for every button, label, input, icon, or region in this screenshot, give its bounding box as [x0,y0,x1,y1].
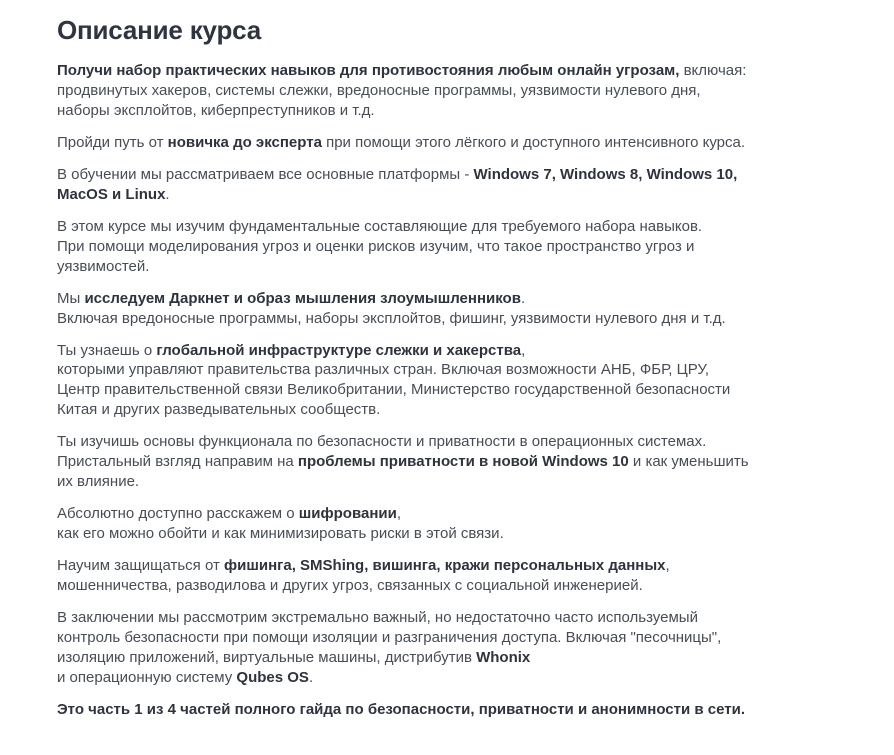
paragraph [57,700,837,720]
paragraph [57,341,837,421]
text-segment: как его можно обойти и как минимизировать риски в этой связи. [57,525,504,542]
text-segment: , [396,505,401,523]
text-segment: уязвимостей. [57,257,150,275]
paragraph [57,61,837,121]
paragraph [57,608,837,688]
text-segment: . [165,185,170,203]
text-segment: которыми управляют правительства различных стран. Включая возможности АНБ, ФБР, ЦРУ, [57,361,710,379]
bold-text-segment: Qubes OS [236,668,309,686]
text-segment: . [308,668,314,686]
bold-text-segment: Это часть 1 из 4 частей полного гайда по безопасности, приватности и анонимности в сети. [57,700,745,718]
paragraph [57,432,837,492]
text-segment: , [521,341,526,359]
bold-text-segment: новичка до эксперта [167,134,322,151]
text-segment: мошенничества, разводилова и других угроз, связанных с социальной инженерией. [57,576,643,594]
text-segment: Ты изучишь основы функционала по безопасности и приватности в операционных системах. [57,433,707,451]
text-segment: при помощи этого лёгкого и доступного интенсивного курса. [321,134,746,151]
text-segment: Абсолютно доступно расскажем о [57,505,299,523]
text-segment: Пристальный взгляд направим на [57,453,298,471]
course-description-body [57,61,837,719]
bold-text-segment: проблемы приватности в новой Windows 10 [297,453,629,471]
text-segment: Научим защищаться от [57,556,224,574]
text-segment: Пройди путь от [57,134,168,151]
text-segment: изоляцию приложений, виртуальные машины, дистрибутив [57,648,477,666]
text-segment: В этом курсе мы изучим фундаментальные составляющие для требуемого набора навыков. [57,217,703,235]
bold-text-segment: фишинга, SMShing, вишинга, кражи персональных данных [224,556,666,574]
text-segment: их влияние. [57,473,140,491]
text-segment: и операционную систему [57,668,237,686]
bold-text-segment: Whonix [476,648,531,666]
text-segment: Китая и других разведывательных сообществ. [57,401,381,419]
bold-text-segment: исследуем Даркнет и образ мышления злоумышленников [84,289,521,307]
bold-text-segment: Windows 7, Windows 8, Windows 10, [473,165,738,183]
bold-text-segment: глобальной инфраструктуре слежки и хакерства [156,341,522,359]
text-segment: Включая вредоносные программы, наборы эксплойтов, фишинг, уязвимости нулевого дня и т.д. [57,309,726,327]
text-segment: Мы [57,289,85,307]
text-segment: Центр правительственной связи Великобритании, Министерство государственной безопасности [57,381,731,399]
text-segment: При помощи моделирования угроз и оценки рисков изучим, что такое пространство угроз и [57,237,695,255]
paragraph [57,556,837,596]
bold-text-segment: Получи набор практических навыков для противостояния любым онлайн угрозам, [57,62,680,80]
paragraph [57,133,837,153]
text-segment: включая: [679,62,747,80]
paragraph [57,165,837,205]
text-segment: наборы эксплойтов, киберпреступников и т.д. [57,102,375,120]
bold-text-segment: MacOS и Linux [57,185,166,203]
text-segment: и как уменьшить [628,453,749,471]
page-title: Описание курса [57,15,261,45]
text-segment: контроль безопасности при помощи изоляции и разграничения доступа. Включая "песочницы", [57,628,722,646]
text-segment: В обучении мы рассматриваем все основные платформы - [57,165,474,183]
text-segment: Ты узнаешь о [57,341,157,359]
text-segment: продвинутых хакеров, системы слежки, вредоносные программы, уязвимости нулевого дня, [57,82,701,100]
bold-text-segment: шифровании [298,505,397,523]
paragraph [57,289,837,329]
text-segment: , [665,556,670,574]
text-segment: . [520,289,526,307]
text-segment: В заключении мы рассмотрим экстремально важный, но недостаточно часто используемый [57,608,698,626]
paragraph [57,504,837,544]
paragraph [57,217,837,277]
